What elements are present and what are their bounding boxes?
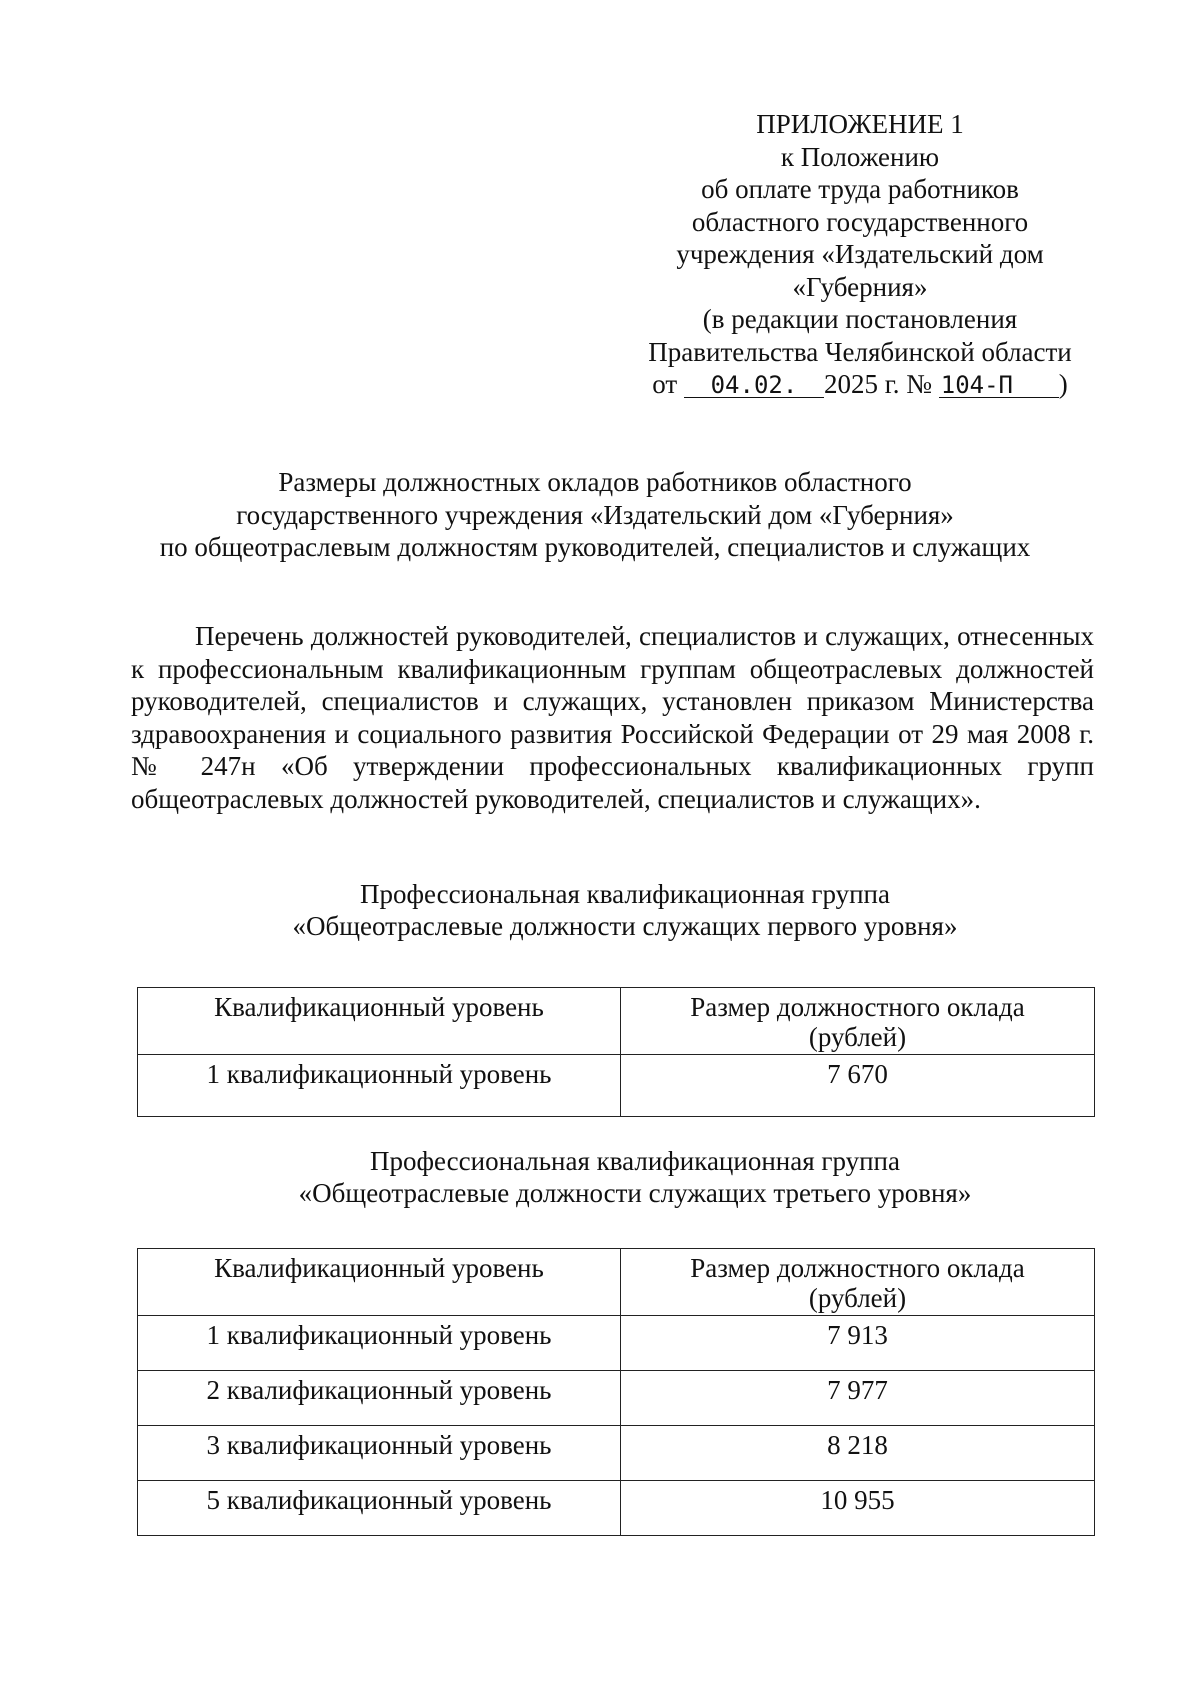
salary-table-first-level — [137, 987, 1095, 1117]
appendix-line: «Губерния» — [792, 271, 928, 302]
salary-cell: 7 913 — [620, 1316, 1094, 1371]
intro-paragraph: Перечень должностей руководителей, специалистов и служащих, отнесенных к профессиональным квалификационным группам общеотраслевых должностей руководителей, специалистов и служащих, установлен приказом Министерства здравоохранения и социального развития Российской Федерации от 29 мая 2008 г. № 247н «Об утверждении профессиональных квалификационных групп общеотраслевых должностей руководителей, специалистов и служащих». — [131, 621, 1094, 814]
appendix-header — [620, 108, 1100, 401]
column-header-salary-unit: (рублей) — [808, 1283, 907, 1313]
level-cell: 1 квалификационный уровень — [138, 1055, 621, 1117]
table-header-row — [138, 988, 1095, 1055]
date-prefix: от — [652, 369, 678, 399]
appendix-line: учреждения «Издательский дом — [676, 239, 1044, 269]
column-header-level: Квалификационный уровень — [138, 988, 621, 1055]
salary-table-third-level — [137, 1248, 1095, 1536]
group-heading-line: «Общеотраслевые должности служащих третьего уровня» — [298, 1178, 972, 1208]
appendix-line: (в редакции постановления — [702, 304, 1018, 334]
resolution-number-field: 104-П — [939, 373, 1059, 398]
salary-cell: 10 955 — [620, 1481, 1094, 1536]
appendix-line: областного государственного — [691, 206, 1029, 237]
level-cell: 5 квалификационный уровень — [138, 1481, 621, 1536]
salary-cell: 7 977 — [620, 1371, 1094, 1426]
table-row — [138, 1426, 1095, 1481]
table-header-row — [138, 1249, 1095, 1316]
appendix-line: Правительства Челябинской области — [648, 336, 1072, 367]
appendix-line: к Положению — [780, 141, 940, 172]
table-row — [138, 1316, 1095, 1371]
resolution-year: 2025 г. — [823, 369, 900, 399]
column-header-salary-line: Размер должностного оклада — [690, 992, 1025, 1022]
level-cell: 2 квалификационный уровень — [138, 1371, 621, 1426]
group-heading-third-level — [160, 1145, 1110, 1209]
salary-cell: 8 218 — [620, 1426, 1094, 1481]
column-header-salary — [620, 1249, 1094, 1316]
column-header-salary — [620, 988, 1094, 1055]
table-row — [138, 1371, 1095, 1426]
document-title-line: государственного учреждения «Издательский дом «Губерния» — [236, 499, 954, 530]
table-row — [138, 1481, 1095, 1536]
closing-paren: ) — [1058, 369, 1068, 399]
document-title — [120, 466, 1070, 564]
document-title-line: по общеотраслевым должностям руководителей, специалистов и служащих — [159, 532, 1031, 562]
appendix-line: об оплате труда работников — [701, 174, 1019, 204]
column-header-level: Квалификационный уровень — [138, 1249, 621, 1316]
resolution-date-field: 04.02. — [684, 373, 824, 398]
level-cell: 3 квалификационный уровень — [138, 1426, 621, 1481]
salary-cell: 7 670 — [620, 1055, 1094, 1117]
group-heading-line: Профессиональная квалификационная группа — [370, 1146, 900, 1176]
group-heading-line: «Общеотраслевые должности служащих первого уровня» — [292, 911, 958, 941]
column-header-salary-unit: (рублей) — [808, 1022, 907, 1052]
appendix-title: ПРИЛОЖЕНИЕ 1 — [756, 109, 964, 139]
table-row — [138, 1055, 1095, 1117]
resolution-date-line — [620, 368, 1100, 401]
level-cell: 1 квалификационный уровень — [138, 1316, 621, 1371]
number-sign: № — [906, 369, 932, 399]
document-title-line: Размеры должностных окладов работников областного — [278, 467, 912, 497]
group-heading-first-level — [150, 878, 1100, 942]
group-heading-line: Профессиональная квалификационная группа — [360, 879, 890, 909]
column-header-salary-line: Размер должностного оклада — [690, 1253, 1025, 1283]
